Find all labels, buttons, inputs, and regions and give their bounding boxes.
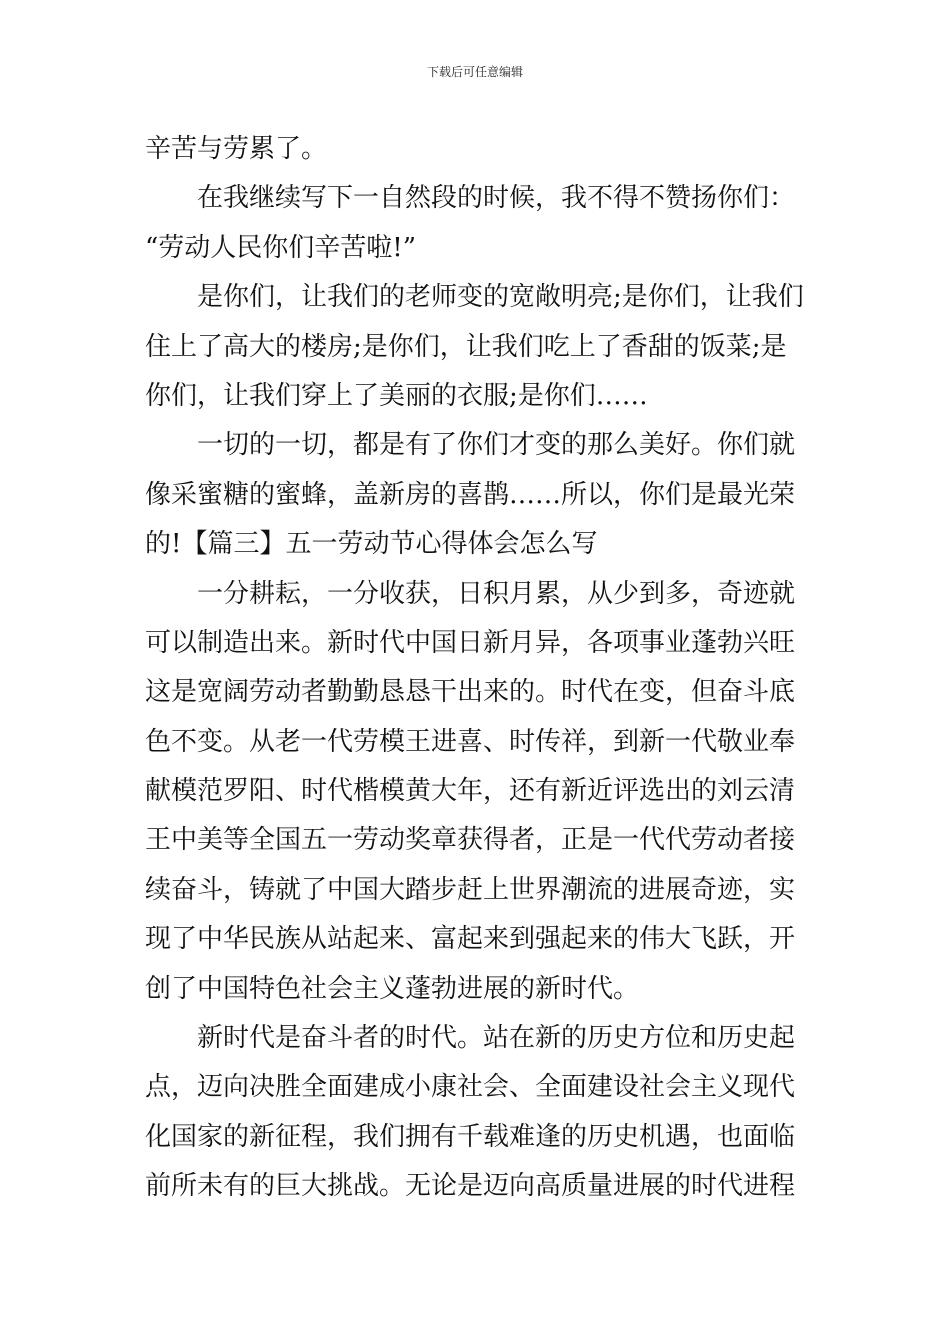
text-line: 化国家的新征程，我们拥有千载难逢的历史机遇，也面临 — [145, 1121, 796, 1152]
text-line: 续奋斗，铸就了中国大踏步赶上世界潮流的进展奇迹，实 — [145, 874, 796, 905]
page-header: 下载后可任意编辑 — [426, 65, 523, 79]
document-body — [145, 125, 815, 1212]
text-line: 这是宽阔劳动者勤勤恳恳干出来的。时代在变，但奋斗底 — [145, 677, 796, 708]
text-line: 前所未有的巨大挑战。无论是迈向高质量进展的时代进程 — [145, 1171, 796, 1202]
text-line: 现了中华民族从站起来、富起来到强起来的伟大飞跃，开 — [145, 924, 796, 955]
text-line: 辛苦与劳累了。 — [145, 134, 328, 164]
text-line: 色不变。从老一代劳模王进喜、时传祥，到新一代敬业奉 — [145, 726, 796, 757]
text-line: 像采蜜糖的蜜蜂，盖新房的喜鹊……所以，你们是最光荣 — [145, 479, 796, 510]
text-line: 的!【篇三】五一劳动节心得体会怎么写 — [145, 529, 598, 560]
text-line: 一切的一切，都是有了你们才变的那么美好。你们就 — [197, 430, 796, 461]
text-line: 点，迈向决胜全面建成小康社会、全面建设社会主义现代 — [145, 1072, 796, 1103]
text-line: 一分耕耘，一分收获，日积月累，从少到多，奇迹就 — [197, 578, 796, 609]
text-line: 在我继续写下一自然段的时候，我不得不赞扬你们： — [197, 183, 796, 214]
text-line: 献模范罗阳、时代楷模黄大年，还有新近评选出的刘云清 — [145, 776, 796, 807]
text-line: 你们，让我们穿上了美丽的衣服;是你们…… — [145, 380, 648, 411]
text-line: 新时代是奋斗者的时代。站在新的历史方位和历史起 — [197, 1023, 796, 1054]
text-line: 可以制造出来。新时代中国日新月异，各项事业蓬勃兴旺 — [145, 627, 796, 658]
text-line: “劳动人民你们辛苦啦!” — [145, 232, 417, 263]
text-line: 王中美等全国五一劳动奖章获得者，正是一代代劳动者接 — [145, 825, 796, 856]
text-line: 是你们，让我们的老师变的宽敞明亮;是你们，让我们 — [197, 282, 804, 313]
text-line: 住上了高大的楼房;是你们，让我们吃上了香甜的饭菜;是 — [145, 331, 787, 362]
text-line: 创了中国特色社会主义蓬勃进展的新时代。 — [145, 973, 640, 1004]
